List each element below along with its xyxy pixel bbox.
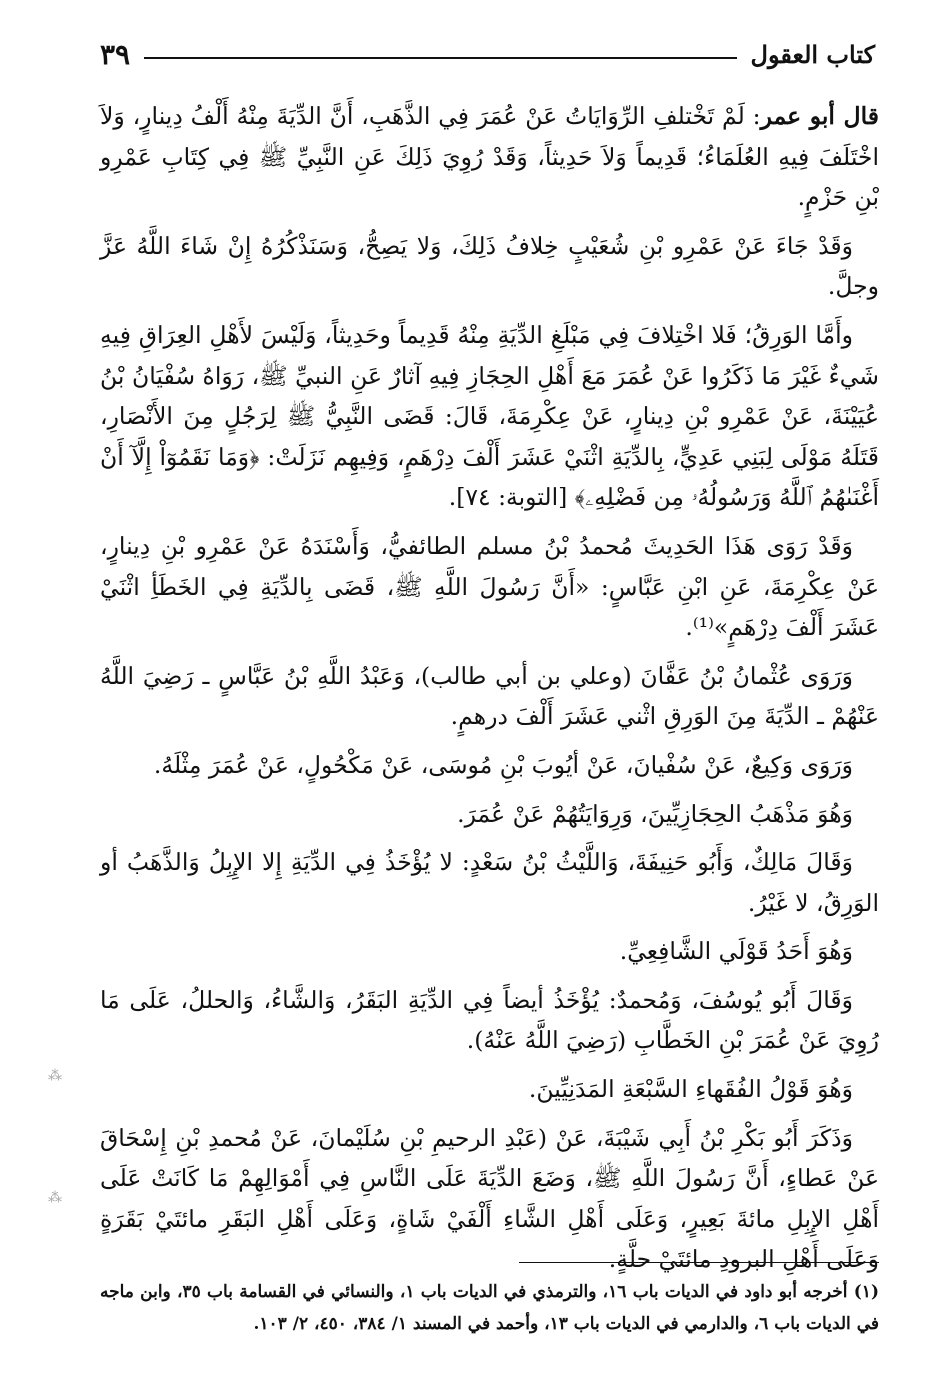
scan-mark: ⁂ [48,1190,62,1206]
main-text [100,96,879,1288]
speaker-name: قال أبو عمر [760,102,879,130]
header-rule [144,57,736,59]
paragraph: وَقَدْ رَوَى هَذَا الحَدِيثَ مُحمدُ بْنُ مسلم الطائفيُّ، وَأَسْنَدَهُ عَنْ عَمْرِو بْنِ دِينارٍ، عَنْ عِكْرِمَةَ، عَنِ ابْنِ عَبَّاسٍ: «أَنَّ رَسُولَ اللَّهِ ﷺ، قَضَى بِالدِّيَةِ فِي الخَطَأِ اثْنَيْ عَشَرَ أَلْفَ دِرْهَمٍ»⁽¹⁾. [100,531,879,642]
paragraph: وَهُوَ مَذْهَبُ الحِجَازِيِّينَ، وَرِوَايَتُهُمْ عَنْ عُمَرَ. [457,799,853,828]
footnote: (١) أخرجه أبو داود في الديات باب ١٦، والترمذي في الديات باب ١، والنسائي في القسامة باب ٣٥، وابن ماجه في الديات باب ٦، والدارمي في الديات باب ١٣، وأحمد في المسند ١/ ٣٨٤، ٤٥٠، ٢/ ١٠٣. [100,1282,879,1334]
paragraph: وَذَكَرَ أَبُو بَكْرِ بْنُ أَبِي شَيْبَةَ، عَنْ (عَبْدِ الرحيمِ بْنِ سُلَيْمانَ، عَنْ مُحمدِ بْنِ إِسْحَاقَ عَنْ عَطاءٍ، أَنَّ رَسُولَ اللَّهِ ﷺ، وَضَعَ الدِّيَةَ عَلَى النَّاسِ فِي أَمْوَالِهِمْ مَا كَانَتْ عَلَى أَهْلِ الإِبِلِ مائةَ بَعِيرٍ، وَعَلَى أَهْلِ الشَّاءِ أَلْفَيْ شَاةٍ، وَعَلَى أَهْلِ البَقَرِ مائتَيْ بَقَرَةٍ وَعَلَى أَهْلِ البرودِ مائتَيْ حلَّةٍ. [100,1123,880,1274]
paragraph [100,96,879,218]
paragraph: وَقَالَ أَبُو يُوسُفَ، وَمُحمدٌ: يُؤْخَذُ أيضاً فِي الدِّيَةِ البَقَرُ، وَالشَّاءُ، وَالحللُ، عَلَى مَا رُوِيَ عَنْ عُمَرَ بْنِ الخَطَّابِ (رَضِيَ اللَّهُ عَنْهُ). [100,985,879,1055]
paragraph: وَهُوَ قَوْلُ الفُقَهاءِ السَّبْعَةِ المَدَنِيِّينَ. [528,1075,853,1104]
book-title: كتاب العقول [750,39,875,69]
page-header [100,34,875,74]
paragraph-text: : لَمْ تَخْتلفِ الرِّوَايَاتُ عَنْ عُمَرَ فِي الذَّهَبِ، أَنَّ الدِّيَةَ مِنْهُ أَلْفُ دِينارٍ، وَلاَ اخْتَلَفَ فِيهِ العُلَمَاءُ؛ قَدِيماً وَلاَ حَدِيثاً، وَقَدْ رُوِيَ ذَلِكَ عَنِ النَّبِيِّ ﷺ فِي كِتَابِ عَمْرِو بْنِ حَزْمٍ. [100,102,879,212]
paragraph: وَقَالَ مَالِكٌ، وَأَبُو حَنِيفَةَ، وَاللَّيْثُ بْنُ سَعْدٍ: لا يُؤْخَذُ فِي الدِّيَةِ إِلا الإِبِلُ وَالذَّهَبُ أو الوَرِقُ، لا غَيْرُ. [100,848,879,917]
page-number: ٣٩ [100,37,131,71]
footnote-separator [519,1262,879,1263]
paragraph: وَرَوَى وَكِيعٌ، عَنْ سُفْيانَ، عَنْ أيُوبَ بْنِ مُوسَى، عَنْ مَكْحُولٍ، عَنْ عُمَرَ مِثْلَهُ. [153,750,853,779]
paragraph: وأَمَّا الوَرِقُ؛ فَلا اخْتِلافَ فِي مَبْلَغِ الدِّيَةِ مِنْهُ قَدِيماً وحَدِيثاً، وَلَيْسَ لأَهْلِ العِرَاقِ فِيهِ شَيءٌ غَيْرَ مَا ذَكَرُوا عَنْ عُمَرَ مَعَ أَهْلِ الحِجَازِ فِيهِ آثارٌ عَنِ النبيِّ ﷺ، رَوَاهُ سُفْيَانُ بْنُ عُيَيْنَةَ، عَنْ عَمْرِو بْنِ دِينارٍ، عَنْ عِكْرِمَةَ، قَالَ: قَضَى النَّبِيُّ ﷺ لِرَجُلٍ مِنَ الأَنْصَارِ، قَتَلَهُ مَوْلَى لِبَنِي عَدِيٍّ، بِالدِّيَةِ اثْنَيْ عَشَرَ أَلْفَ دِرْهَمٍ، وَفِيهِم نَزَلَتْ: ﴿وَمَا نَقَمُوٓاْ إِلَّآ أَنْ أَغْنَىٰهُمُ ٱللَّهُ وَرَسُولُهُۥ مِن فَضْلِهِۦ﴾ [التوبة: ٧٤]. [100,320,879,512]
paragraph: وَقَدْ جَاءَ عَنْ عَمْرِو بْنِ شُعَيْبٍ خِلافُ ذَلِكَ، وَلا يَصِحُّ، وَسَنَذْكُرُهُ إِنْ شَاءَ اللَّهُ عَزَّ وجلَّ. [100,231,879,301]
footnotes [100,1276,879,1340]
scan-mark: ⁂ [48,1068,62,1084]
paragraph: وَرَوَى عُثْمانُ بْنُ عَفَّانَ (وعلي بن أبي طالب)، وَعَبْدُ اللَّهِ بْنُ عَبَّاسٍ ـ رَضِيَ اللَّهُ عَنْهُمْ ـ الدِّيَةَ مِنَ الوَرِقِ اثْني عَشَرَ أَلْفَ درهمٍ. [100,661,879,731]
paragraph: وَهُوَ أَحَدُ قَوْلَي الشَّافِعِيِّ. [619,937,853,966]
